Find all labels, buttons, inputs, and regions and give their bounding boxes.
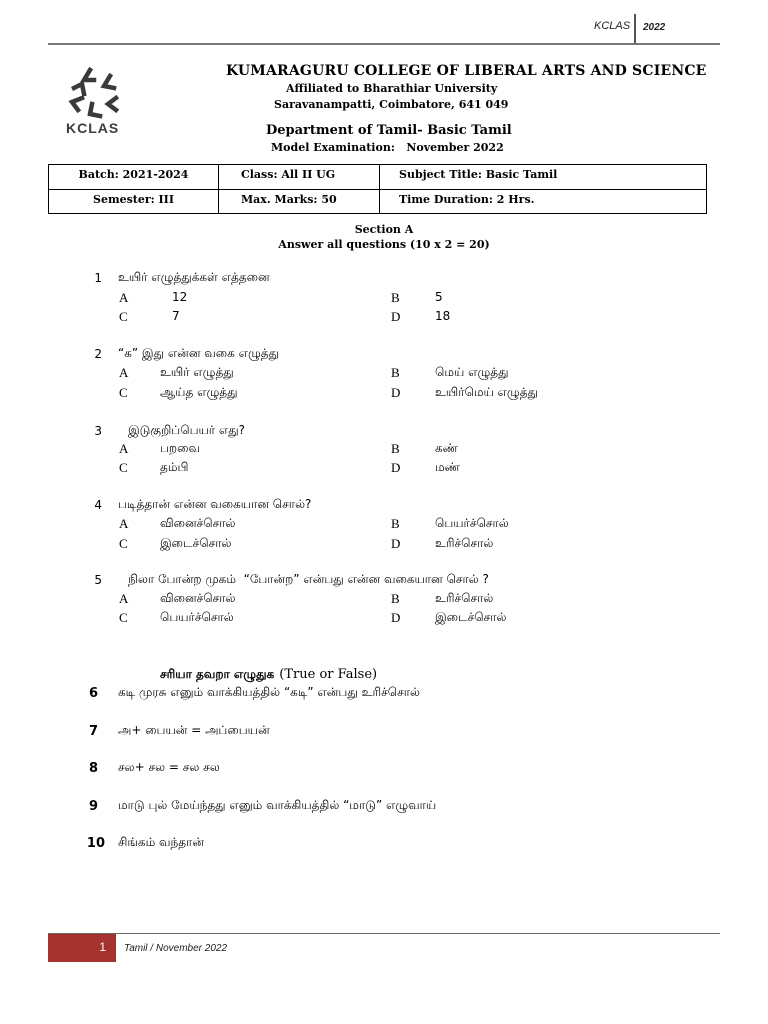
option-text: 7 — [172, 309, 180, 323]
question-number: 3 — [94, 424, 102, 438]
option-text: பெயர்ச்சொல் — [160, 610, 234, 624]
duration-cell: Time Duration: 2 Hrs. — [380, 189, 707, 214]
option-label: C — [119, 460, 128, 475]
header-code: KCLAS — [594, 20, 631, 32]
question-number: 10 — [86, 836, 105, 851]
question-number: 2 — [94, 347, 102, 361]
question-number: 8 — [88, 761, 98, 776]
logo-text: KCLAS — [66, 120, 120, 136]
question-text: “க” இது என்ன வகை எழுத்து — [118, 346, 280, 360]
true-false-heading-english: (True or False) — [279, 667, 378, 682]
question-number: 1 — [94, 271, 102, 285]
question-number: 4 — [94, 498, 102, 512]
option-label: A — [119, 441, 129, 456]
option-text: 12 — [172, 290, 188, 304]
option-label: B — [391, 441, 400, 456]
option-text: பெயர்ச்சொல் — [435, 516, 509, 530]
option-text: இடைச்சொல் — [160, 536, 232, 550]
batch-cell: Batch: 2021-2024 — [49, 165, 219, 190]
option-text: இடைச்சொல் — [435, 610, 507, 624]
question-text: சல+ சல = சல சல — [118, 760, 220, 774]
section-title: Section A — [354, 223, 414, 236]
option-text: உயிர் எழுத்து — [160, 365, 234, 379]
affiliation: Affiliated to Bharathiar University — [286, 82, 498, 95]
section-instruction: Answer all questions (10 x 2 = 20) — [278, 238, 490, 251]
college-name: KUMARAGURU COLLEGE OF LIBERAL ARTS AND SCIENCE — [226, 63, 707, 79]
option-label: A — [119, 365, 129, 380]
question-text: சிங்கம் வந்தான் — [118, 835, 204, 849]
question-text: படித்தான் என்ன வகையான சொல்? — [118, 497, 312, 511]
exam-info-table — [48, 164, 707, 214]
question-text: நிலா போன்ற முகம் “போன்ற” என்பது என்ன வகையான சொல் ? — [128, 572, 489, 586]
option-label: C — [119, 610, 128, 625]
semester-cell: Semester: III — [49, 189, 219, 214]
question-text: மாடு புல் மேய்ந்தது எனும் வாக்கியத்தில் “மாடு” எழுவாய் — [118, 798, 437, 812]
option-label: D — [391, 536, 401, 551]
option-text: வினைச்சொல் — [160, 516, 236, 530]
option-label: C — [119, 309, 128, 324]
option-text: தம்பி — [160, 460, 189, 474]
option-text: உரிச்சொல் — [435, 591, 494, 605]
option-text: மண் — [435, 460, 460, 474]
option-label: A — [119, 591, 129, 606]
option-label: A — [119, 290, 129, 305]
option-label: D — [391, 385, 401, 400]
footer-page-number: 1 — [99, 940, 106, 954]
option-label: C — [119, 536, 128, 551]
footer-text: Tamil / November 2022 — [124, 943, 228, 954]
option-text: 18 — [435, 309, 451, 323]
option-text: ஆய்த எழுத்து — [160, 385, 238, 399]
question-text: இடுகுறிப்பெயர் எது? — [128, 423, 246, 437]
true-false-heading — [160, 663, 377, 683]
option-label: C — [119, 385, 128, 400]
footer-rule — [48, 933, 720, 934]
option-label: B — [391, 365, 400, 380]
question-number: 5 — [94, 573, 102, 587]
question-text: அ+ பையன் = அப்பையன் — [118, 723, 270, 737]
exam-title: Model Examination: November 2022 — [271, 141, 504, 154]
option-label: D — [391, 309, 401, 324]
address: Saravanampatti, Coimbatore, 641 049 — [274, 98, 509, 111]
subject-cell: Subject Title: Basic Tamil — [380, 165, 707, 190]
option-label: A — [119, 516, 129, 531]
question-number: 9 — [88, 799, 98, 814]
question-number: 7 — [88, 724, 98, 739]
max-marks-cell: Max. Marks: 50 — [219, 189, 380, 214]
option-label: D — [391, 610, 401, 625]
question-text: உயிர் எழுத்துக்கள் எத்தனை — [118, 270, 270, 284]
question-text: கடி முரசு எனும் வாக்கியத்தில் “கடி” என்பது உரிச்சொல் — [118, 685, 420, 699]
option-text: 5 — [435, 290, 443, 304]
option-label: B — [391, 290, 400, 305]
option-text: பறவை — [160, 441, 200, 455]
true-false-heading-tamil: சரியா தவறா எழுதுக — [160, 667, 275, 681]
department: Department of Tamil- Basic Tamil — [266, 123, 512, 138]
option-label: B — [391, 591, 400, 606]
option-text: உரிச்சொல் — [435, 536, 494, 550]
option-label: D — [391, 460, 401, 475]
option-text: கண் — [435, 441, 458, 455]
header-rule — [48, 43, 720, 45]
header-year: 2022 — [643, 22, 666, 33]
option-text: மெய் எழுத்து — [435, 365, 509, 379]
header-separator — [634, 14, 636, 44]
class-cell: Class: All II UG — [219, 165, 380, 190]
question-number: 6 — [88, 686, 98, 701]
option-label: B — [391, 516, 400, 531]
option-text: வினைச்சொல் — [160, 591, 236, 605]
option-text: உயிர்மெய் எழுத்து — [435, 385, 538, 399]
